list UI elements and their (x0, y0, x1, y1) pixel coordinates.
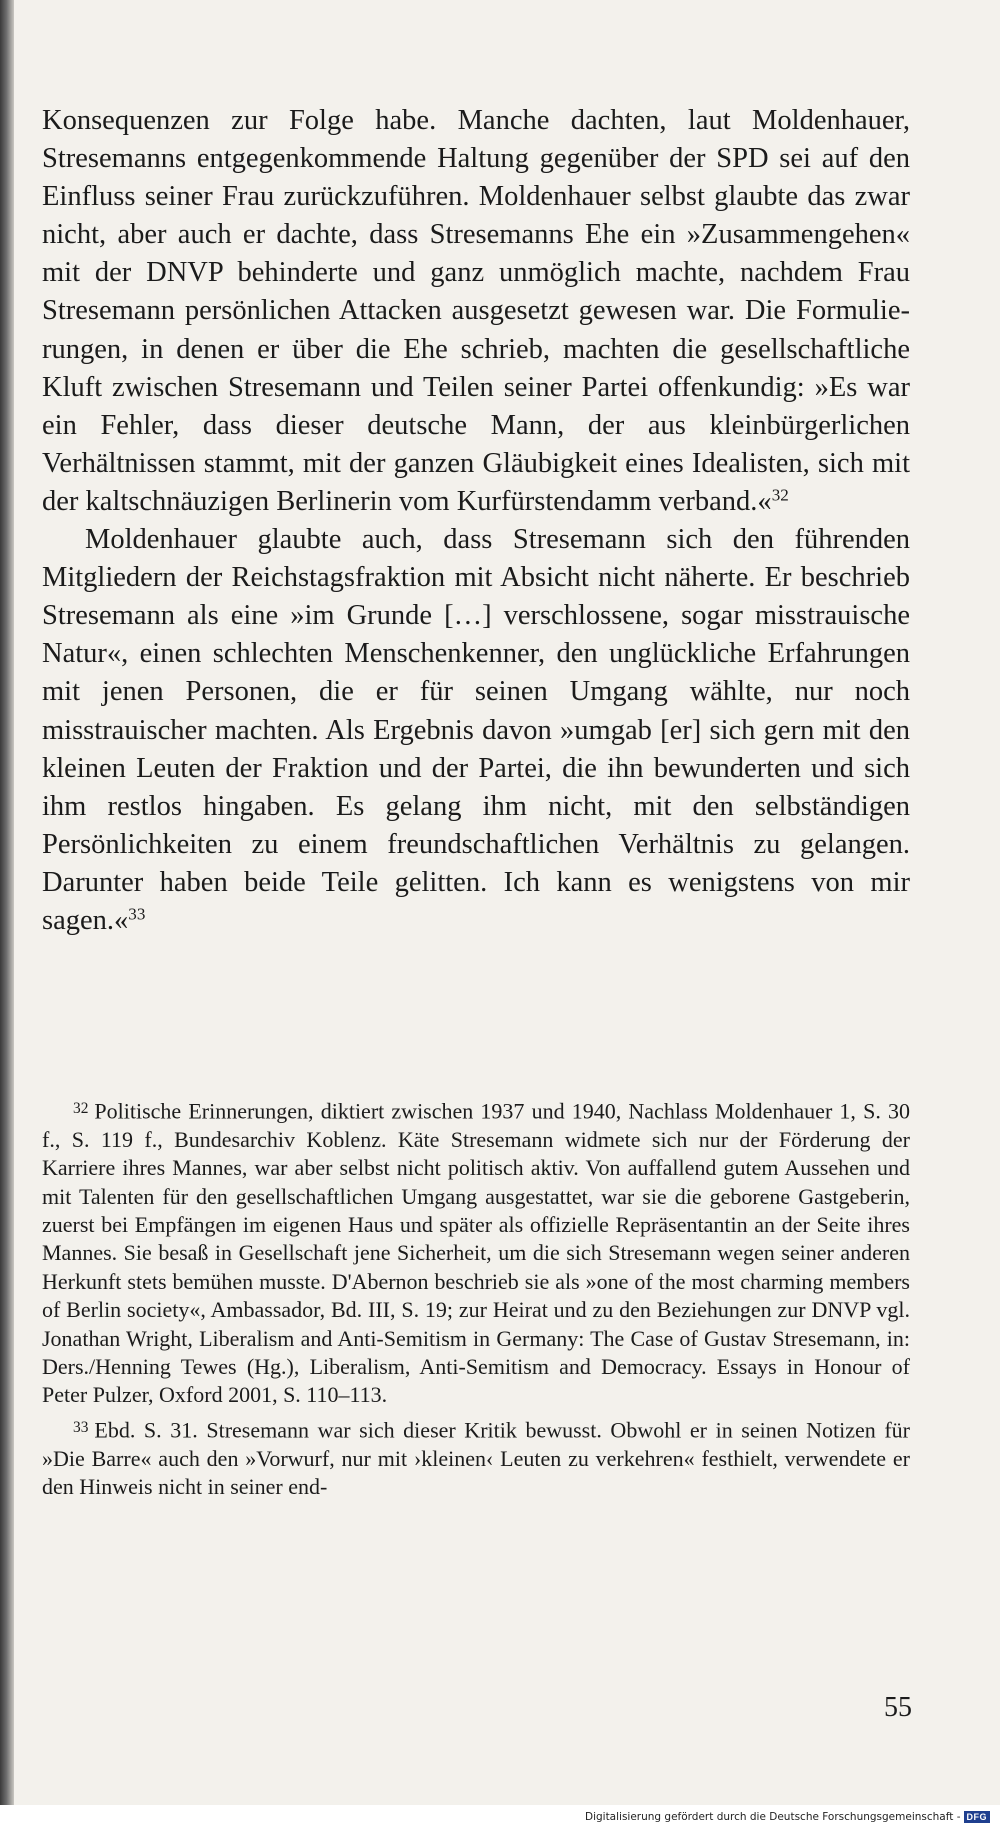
digitization-footer (585, 1809, 990, 1825)
footnote-text: Ebd. S. 31. Stresemann war sich dieser Kritik bewusst. Obwohl er in seinen Notizen für »Die Barre« auch den »Vorwurf, nur mit ›kleinen‹ Leuten zu verkehren« festhielt, verwendete er den Hinweis nicht in seiner end- (42, 1417, 910, 1500)
footnote-number: 32 (73, 1100, 89, 1117)
footnote (42, 1095, 910, 1410)
page-number: 55 (884, 1692, 912, 1723)
footnote (42, 1414, 910, 1502)
paragraph-text: Konsequenzen zur Folge habe. Manche dachten, laut Moldenhauer, Stresemanns entgegenkommende Haltung gegenüber der SPD sei auf den Einfluss seiner Frau zurückzuführen. Moldenhauer selbst glaubte das zwar nicht, aber auch er dachte, dass Stresemanns Ehe ein »Zusammengehen« mit der DNVP behinderte und ganz unmöglich machte, nachdem Frau Stresemann persönlichen Attacken ausgesetzt gewesen war. Die Formulierungen, in denen er über die Ehe schrieb, machten die gesellschaftliche Kluft zwischen Stresemann und Teilen seiner Partei offenkundig: »Es war ein Fehler, dass dieser deutsche Mann, der aus kleinbürgerlichen Verhältnissen stammt, mit der ganzen Gläubigkeit eines Idealisten, sich mit der kaltschnäuzigen Berlinerin vom Kurfürstendamm verband.« (42, 105, 910, 517)
footnote-number: 33 (73, 1418, 89, 1436)
dfg-logo-icon: DFG (964, 1811, 991, 1823)
footer-credit: Digitalisierung gefördert durch die Deutsche Forschungsgemeinschaft - (584, 1811, 961, 1823)
footnotes (42, 1095, 910, 1505)
body-text (42, 102, 910, 940)
book-spine-shadow (0, 0, 14, 1805)
footnote-text: Politische Erinnerungen, diktiert zwischen 1937 und 1940, Nachlass Moldenhauer 1, S. 30 f., S. 119 f., Bundesarchiv Koblenz. Käte Stresemann widmete sich nur der Förderung der Karriere ihres Mannes, war aber selbst nicht politisch aktiv. Von auffallend gutem Aussehen und mit Talenten für den gesellschaftlichen Umgang ausgestattet, war sie die geborene Gastgeberin, zuerst bei Empfängen im eigenen Haus und später als offizielle Repräsentantin an der Seite ihres Mannes. Sie besaß in Gesellschaft jene Sicherheit, um die sich Stresemann wegen seiner anderen Herkunft stets bemühen musste. D'Abernon beschrieb sie als »one of the most charming members of Berlin society«, Ambassador, Bd. III, S. 19; zur Heirat und zu den Beziehungen zur DNVP vgl. Jonathan Wright, Liberalism and Anti-Semitism in Germany: The Case of Gustav Stresemann, in: Ders./Henning Tewes (Hg.), Liberalism, Anti-Semitism and Democracy. Essays in Honour of Peter Pulzer, Oxford 2001, S. 110–113. (42, 1098, 910, 1408)
footnote-reference[interactable]: 32 (771, 485, 789, 505)
paragraph (42, 102, 910, 521)
footnote-reference[interactable]: 33 (128, 904, 146, 924)
paragraph (42, 521, 910, 940)
paragraph-text: Moldenhauer glaubte auch, dass Stresemann sich den führenden Mitgliedern der Reichstagsfraktion mit Absicht nicht näherte. Er beschrieb Stresemann als eine »im Grunde […] verschlossene, sogar misstrauische Natur«, einen schlechten Menschenkenner, den unglückliche Erfahrungen mit jenen Personen, die er für seinen Umgang wählte, nur noch misstrauischer machten. Als Ergebnis davon »umgab [er] sich gern mit den kleinen Leuten der Fraktion und der Partei, die ihn bewunderten und sich ihm restlos hingaben. Es gelang ihm nicht, mit den selbständigen Persönlichkeiten zu einem freundschaftlichen Verhältnis zu gelangen. Darunter haben beide Teile gelitten. Ich kann es wenigstens von mir sagen.« (42, 524, 910, 936)
